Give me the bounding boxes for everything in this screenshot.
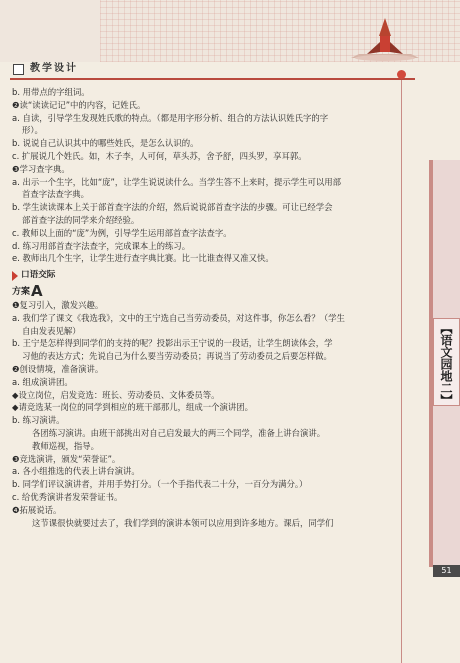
header-dot-icon <box>397 70 406 79</box>
text-line: 各团练习演讲。由班干部挑出对自己启发最大的两三个同学，准备上讲台演讲。 <box>32 427 326 438</box>
text-line: ◆设立岗位，启发竞选：班长、劳动委员、文体委员等。 <box>12 389 220 400</box>
text-line: 部首查字法的同学来介绍经验。 <box>22 214 140 225</box>
text-line: b. 用带点的字组词。 <box>12 87 90 97</box>
text-line: c. 给优秀演讲者发荣誉证书。 <box>12 491 123 502</box>
text-line: 首查字法查字典。 <box>22 189 89 200</box>
text-line: a. 各小组推选的代表上讲台演讲。 <box>12 466 140 477</box>
text-line: b. 练习演讲。 <box>12 415 65 426</box>
section-arrow-icon <box>12 271 18 281</box>
header-box-icon <box>13 64 24 75</box>
plan-heading <box>12 281 394 300</box>
text-line: c. 扩展说几个姓氏。如，木子李，人可何，草头苏，舍予舒，四头罗，享耳郭。 <box>12 150 307 161</box>
text-line: b. 同学们评议演讲者，并用手势打分。（一个手指代表二十分，一百分为满分。） <box>12 479 308 490</box>
text-line: b. 学生读读课本上关于部首查字法的介绍，然后说说部首查字法的步骤。可让已经学会 <box>12 202 333 213</box>
page-content <box>12 86 394 529</box>
text-line: ❸竞选演讲，颁发“荣誉证”。 <box>12 453 121 464</box>
text-line: b. 王宁是怎样得到同学们的支持的呢？投影出示王宁说的一段话，让学生朗读体会，学 <box>12 338 333 349</box>
plan-label: 方案 <box>12 287 31 298</box>
page-number: 51 <box>433 565 460 577</box>
text-line: ◆请竞选某一岗位的同学到相应的班干部那儿，组成一个演讲团。 <box>12 402 253 413</box>
text-line: a. 我们学了课文《我选我》，文中的王宁选自己当劳动委员，对这件事，你怎么看？（学生 <box>12 312 345 323</box>
text-line: ❸学习查字典。 <box>12 163 70 174</box>
text-line: c. 教师以上面的“庞”为例，引导学生运用部首查字法查字。 <box>12 227 232 238</box>
header-title: 教学设计 <box>30 63 78 74</box>
plan-letter: A <box>31 281 43 300</box>
text-line: 教师巡视，指导。 <box>32 440 99 451</box>
margin-rule <box>401 80 402 663</box>
text-line: 习他的表达方式；先说自己为什么要当劳动委员；再说当了劳动委员之后要怎样做。 <box>22 351 332 362</box>
text-line: 形）。 <box>22 125 43 136</box>
text-line: e. 教师出几个生字，让学生进行查字典比赛。比一比谁查得又准又快。 <box>12 253 274 264</box>
text-line: a. 组成演讲团。 <box>12 376 73 387</box>
text-line: ❶复习引入，激发兴趣。 <box>12 299 104 310</box>
side-title: 【语文园地二】 <box>439 322 453 406</box>
text-line: 这节课很快就要过去了，我们学到的演讲本领可以应用到许多地方。课后，同学们 <box>32 517 334 528</box>
section-heading-oral <box>12 269 394 282</box>
text-line: d. 练习用部首查字法查字，完成课本上的练习。 <box>12 240 191 251</box>
section-heading-label: 口语交际 <box>21 270 56 281</box>
text-line: b. 说说自己认识其中的哪些姓氏，是怎么认识的。 <box>12 138 199 149</box>
text-line: a. 自读，引导学生发现姓氏歌的特点。（都是用字形分析、组合的方法认识姓氏字的字 <box>12 112 329 123</box>
text-line: ❷读“读读记记”中的内容，记姓氏。 <box>12 99 146 110</box>
rocket-logo-icon <box>345 14 425 62</box>
text-line: a. 出示一个生字，比如“庞”，让学生说说读什么。当学生答不上来时，提示学生可以用部 <box>12 176 342 187</box>
text-line: 自由发表见解） <box>22 325 81 336</box>
text-line: ❹拓展说话。 <box>12 504 62 515</box>
text-line: ❷创设情境，准备演讲。 <box>12 363 104 374</box>
header-bar <box>10 62 415 80</box>
